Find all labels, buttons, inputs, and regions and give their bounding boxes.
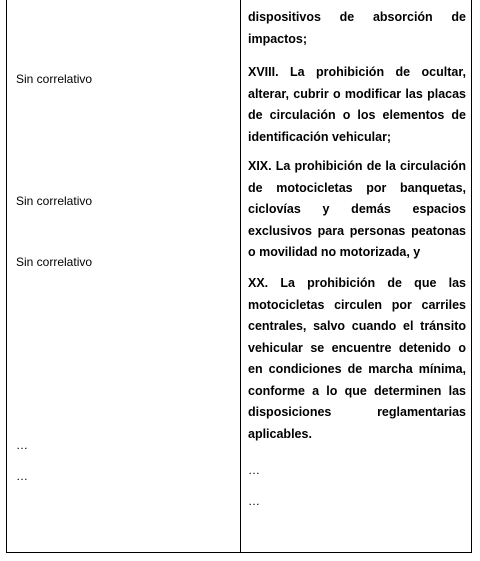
- paragraph-text: XVIII. La prohibición de ocultar, alterar, cubrir o modificar las placas de circulación o los elementos de identificación vehicular;: [248, 65, 466, 144]
- column-divider: [240, 0, 241, 553]
- right-cell-ellipsis-1: …: [248, 463, 260, 477]
- right-paragraph-continuation: [248, 7, 466, 50]
- right-paragraph-xx: [248, 273, 466, 445]
- right-paragraph-xviii: [248, 62, 466, 148]
- right-cell-ellipsis-2: …: [248, 494, 260, 508]
- left-cell-ellipsis-1: …: [16, 438, 28, 452]
- left-cell-sin-correlativo-1: Sin correlativo: [16, 72, 93, 86]
- paragraph-text: XIX. La prohibición de la circulación de motocicletas por banquetas, ciclovías y demás espacios exclusivos para personas peatonas o movilidad no motorizada, y: [248, 159, 466, 259]
- left-cell-ellipsis-2: …: [16, 469, 28, 483]
- right-paragraph-xix: [248, 156, 466, 264]
- left-cell-sin-correlativo-2: Sin correlativo: [16, 194, 93, 208]
- paragraph-text: XX. La prohibición de que las motocicletas circulen por carriles centrales, salvo cuando el tránsito vehicular se encuentre detenido o en condiciones de marcha mínima, conforme a lo que determinen las disposiciones reglamentarias aplicables.: [248, 276, 466, 441]
- left-cell-sin-correlativo-3: Sin correlativo: [16, 255, 93, 269]
- paragraph-text: dispositivos de absorción de impactos;: [248, 10, 466, 46]
